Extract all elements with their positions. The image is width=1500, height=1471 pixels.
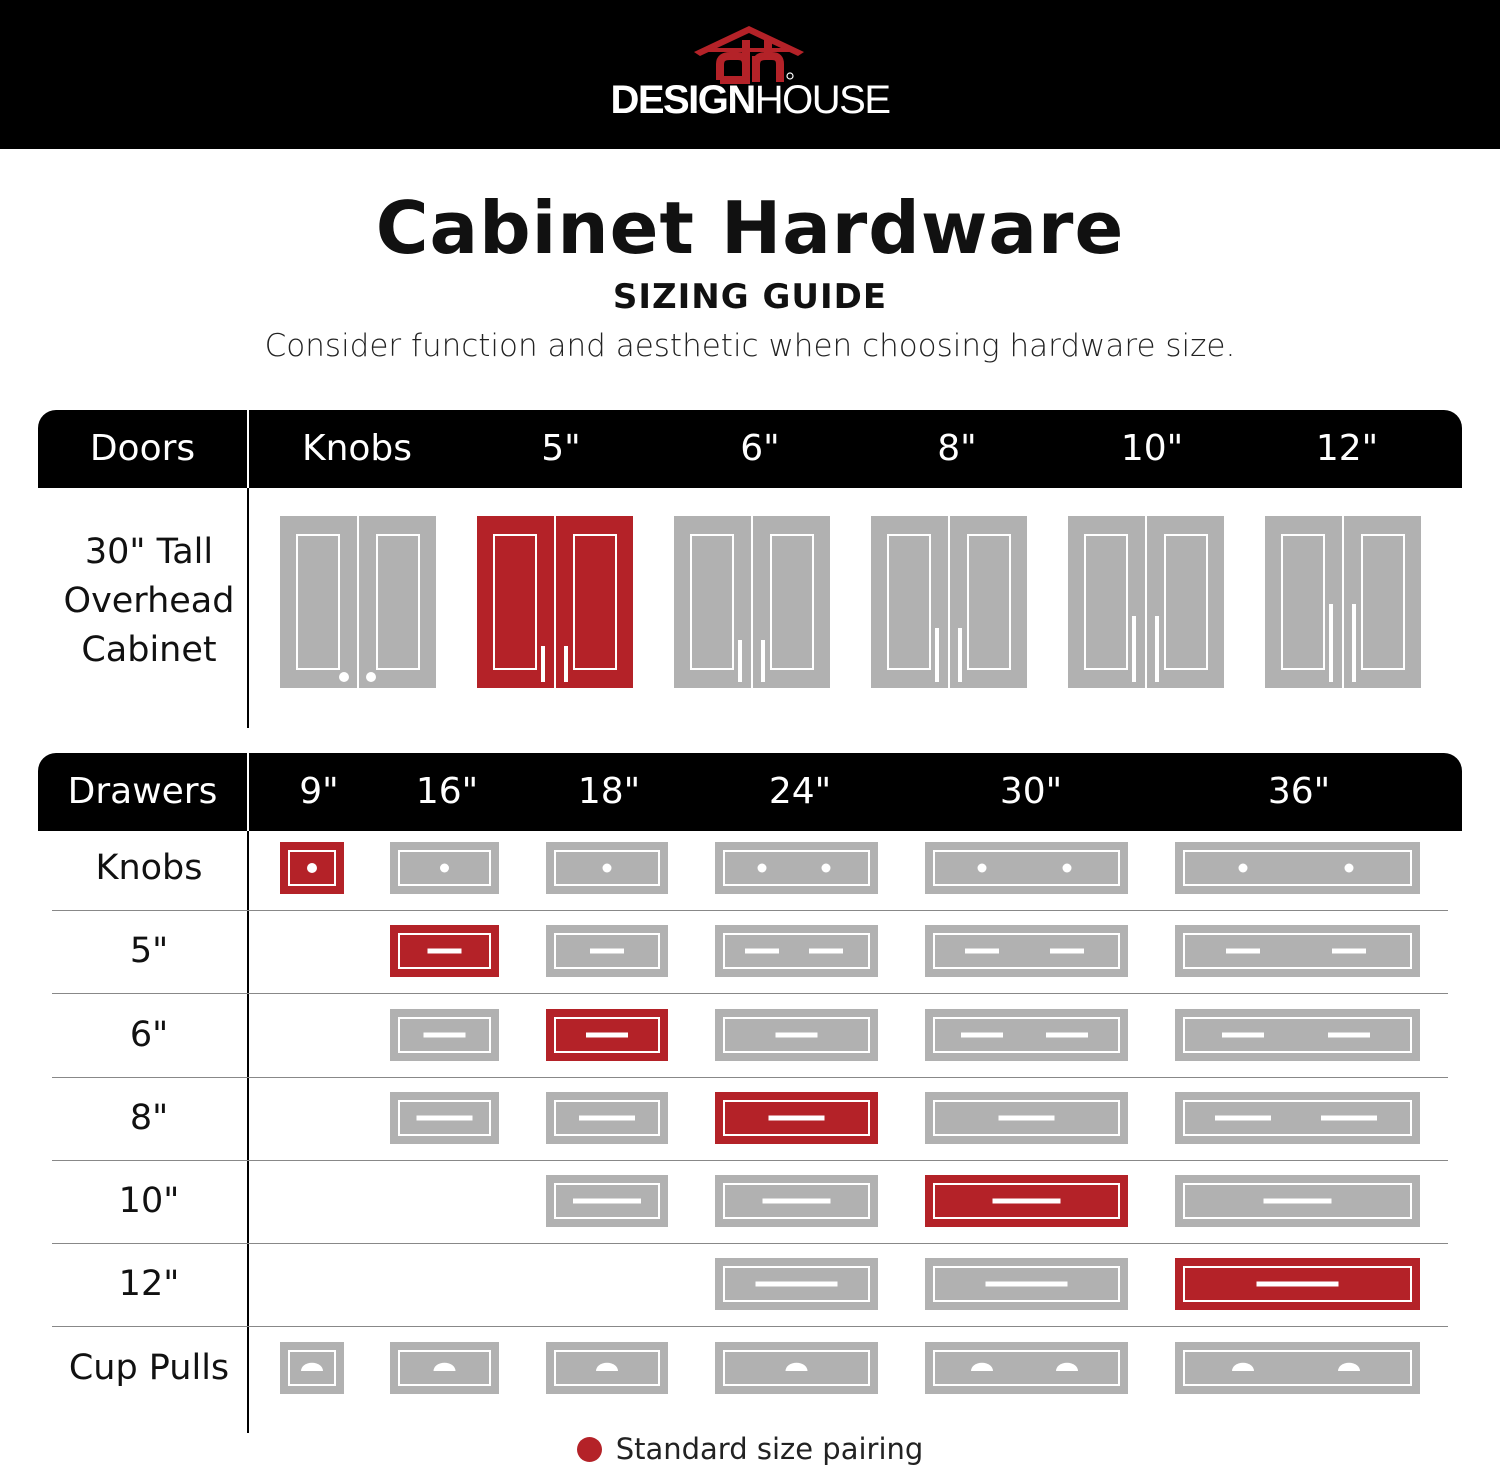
- drawer-front: [390, 842, 499, 894]
- bar-pull-icon: [1222, 1033, 1264, 1038]
- doors-row-label-line: Overhead: [63, 581, 235, 621]
- page-subtitle: SIZING GUIDE: [612, 277, 888, 317]
- drawers-column-6-label: 36": [1267, 771, 1331, 812]
- knob-icon: [1345, 864, 1354, 873]
- drawer-row-label: 10": [118, 1181, 180, 1221]
- bar-pull-icon: [993, 1199, 1061, 1204]
- bar-pull-icon: [1264, 1199, 1332, 1204]
- drawers-header-label: Drawers: [67, 771, 218, 812]
- drawers-column-4-label: 24": [768, 771, 832, 812]
- bar-pull-icon: [417, 1116, 473, 1121]
- knob-icon: [822, 864, 831, 873]
- doors-row-label-line: Cabinet: [81, 630, 217, 670]
- drawer-front: [715, 925, 878, 977]
- drawer-front: [546, 1342, 668, 1394]
- drawer-front: [925, 1342, 1128, 1394]
- drawers-column-5-label: 30": [999, 771, 1063, 812]
- bar-pull-icon: [763, 1199, 831, 1204]
- drawer-row-label: Cup Pulls: [68, 1348, 230, 1388]
- drawer-front: [546, 925, 668, 977]
- drawer-front: [925, 1175, 1128, 1227]
- red-dot-icon: [577, 1437, 602, 1462]
- bar-pull-icon: [586, 1033, 628, 1038]
- bar-pull-icon: [965, 949, 999, 954]
- brand-name-light: HOUSE: [754, 78, 890, 122]
- drawer-front: [390, 1009, 499, 1061]
- bar-pull-icon: [1257, 1282, 1339, 1287]
- drawer-front: [546, 1009, 668, 1061]
- drawer-front: [925, 1258, 1128, 1310]
- drawer-front: [1175, 1092, 1420, 1144]
- drawer-front: [1175, 1258, 1420, 1310]
- doors-header-label: Doors: [89, 428, 196, 469]
- drawer-row-label: 8": [129, 1098, 169, 1138]
- bar-pull-icon: [1050, 949, 1084, 954]
- knob-icon: [440, 864, 449, 873]
- drawer-front: [546, 842, 668, 894]
- drawer-front: [390, 925, 499, 977]
- doors-column-6-label: 12": [1315, 428, 1379, 469]
- bar-pull-icon: [424, 1033, 466, 1038]
- knob-icon: [758, 864, 767, 873]
- drawer-front: [390, 1092, 499, 1144]
- drawer-row-label: 6": [129, 1015, 169, 1055]
- bar-pull-icon: [579, 1116, 635, 1121]
- knob-icon: [1063, 864, 1072, 873]
- drawer-front: [1175, 925, 1420, 977]
- drawers-column-1-label: 9": [299, 771, 339, 812]
- bar-pull-icon: [756, 1282, 838, 1287]
- drawer-front: [715, 1258, 878, 1310]
- drawer-row-label: 5": [129, 931, 169, 971]
- drawer-row-label: 12": [118, 1264, 180, 1304]
- bar-pull-icon: [590, 949, 624, 954]
- bar-pull-icon: [1321, 1116, 1377, 1121]
- doors-column-4-label: 8": [937, 428, 977, 469]
- drawer-front: [715, 842, 878, 894]
- drawer-front: [1175, 1009, 1420, 1061]
- drawer-row-label: Knobs: [95, 848, 203, 888]
- drawer-front: [925, 842, 1128, 894]
- doors-column-1-label: Knobs: [301, 428, 413, 469]
- bar-pull-icon: [745, 949, 779, 954]
- drawer-front: [1175, 1342, 1420, 1394]
- drawer-front: [925, 1092, 1128, 1144]
- drawer-front: [1175, 842, 1420, 894]
- bar-pull-icon: [986, 1282, 1068, 1287]
- page-tagline: Consider function and aesthetic when choosing hardware size.: [264, 328, 1236, 364]
- drawer-front: [280, 1342, 344, 1394]
- drawer-front: [925, 1009, 1128, 1061]
- legend: [0, 1432, 1500, 1466]
- doors-row-label-line: 30" Tall: [84, 532, 214, 572]
- bar-pull-icon: [809, 949, 843, 954]
- drawers-column-3-label: 18": [577, 771, 641, 812]
- drawer-front: [546, 1092, 668, 1144]
- doors-column-5-label: 10": [1120, 428, 1184, 469]
- knob-icon: [603, 864, 612, 873]
- bar-pull-icon: [428, 949, 462, 954]
- bar-pull-icon: [769, 1116, 825, 1121]
- drawer-front: [280, 842, 344, 894]
- drawer-front: [715, 1175, 878, 1227]
- bar-pull-icon: [1046, 1033, 1088, 1038]
- doors-column-2-label: 5": [541, 428, 581, 469]
- page-title: Cabinet Hardware: [375, 186, 1125, 270]
- drawer-front: [715, 1342, 878, 1394]
- bar-pull-icon: [776, 1033, 818, 1038]
- drawers-column-2-label: 16": [415, 771, 479, 812]
- bar-pull-icon: [961, 1033, 1003, 1038]
- drawer-front: [715, 1009, 878, 1061]
- doors-column-3-label: 6": [740, 428, 780, 469]
- drawer-front: [715, 1092, 878, 1144]
- bar-pull-icon: [1215, 1116, 1271, 1121]
- brand-name-bold: DESIGN: [610, 78, 755, 122]
- bar-pull-icon: [1332, 949, 1366, 954]
- bar-pull-icon: [1226, 949, 1260, 954]
- bar-pull-icon: [999, 1116, 1055, 1121]
- bar-pull-icon: [1328, 1033, 1370, 1038]
- knob-icon: [978, 864, 987, 873]
- legend-label: Standard size pairing: [615, 1432, 924, 1466]
- knob-icon: [307, 863, 317, 873]
- drawer-front: [925, 925, 1128, 977]
- drawer-front: [1175, 1175, 1420, 1227]
- drawer-front: [546, 1175, 668, 1227]
- knob-icon: [1239, 864, 1248, 873]
- drawer-front: [390, 1342, 499, 1394]
- bar-pull-icon: [573, 1199, 641, 1204]
